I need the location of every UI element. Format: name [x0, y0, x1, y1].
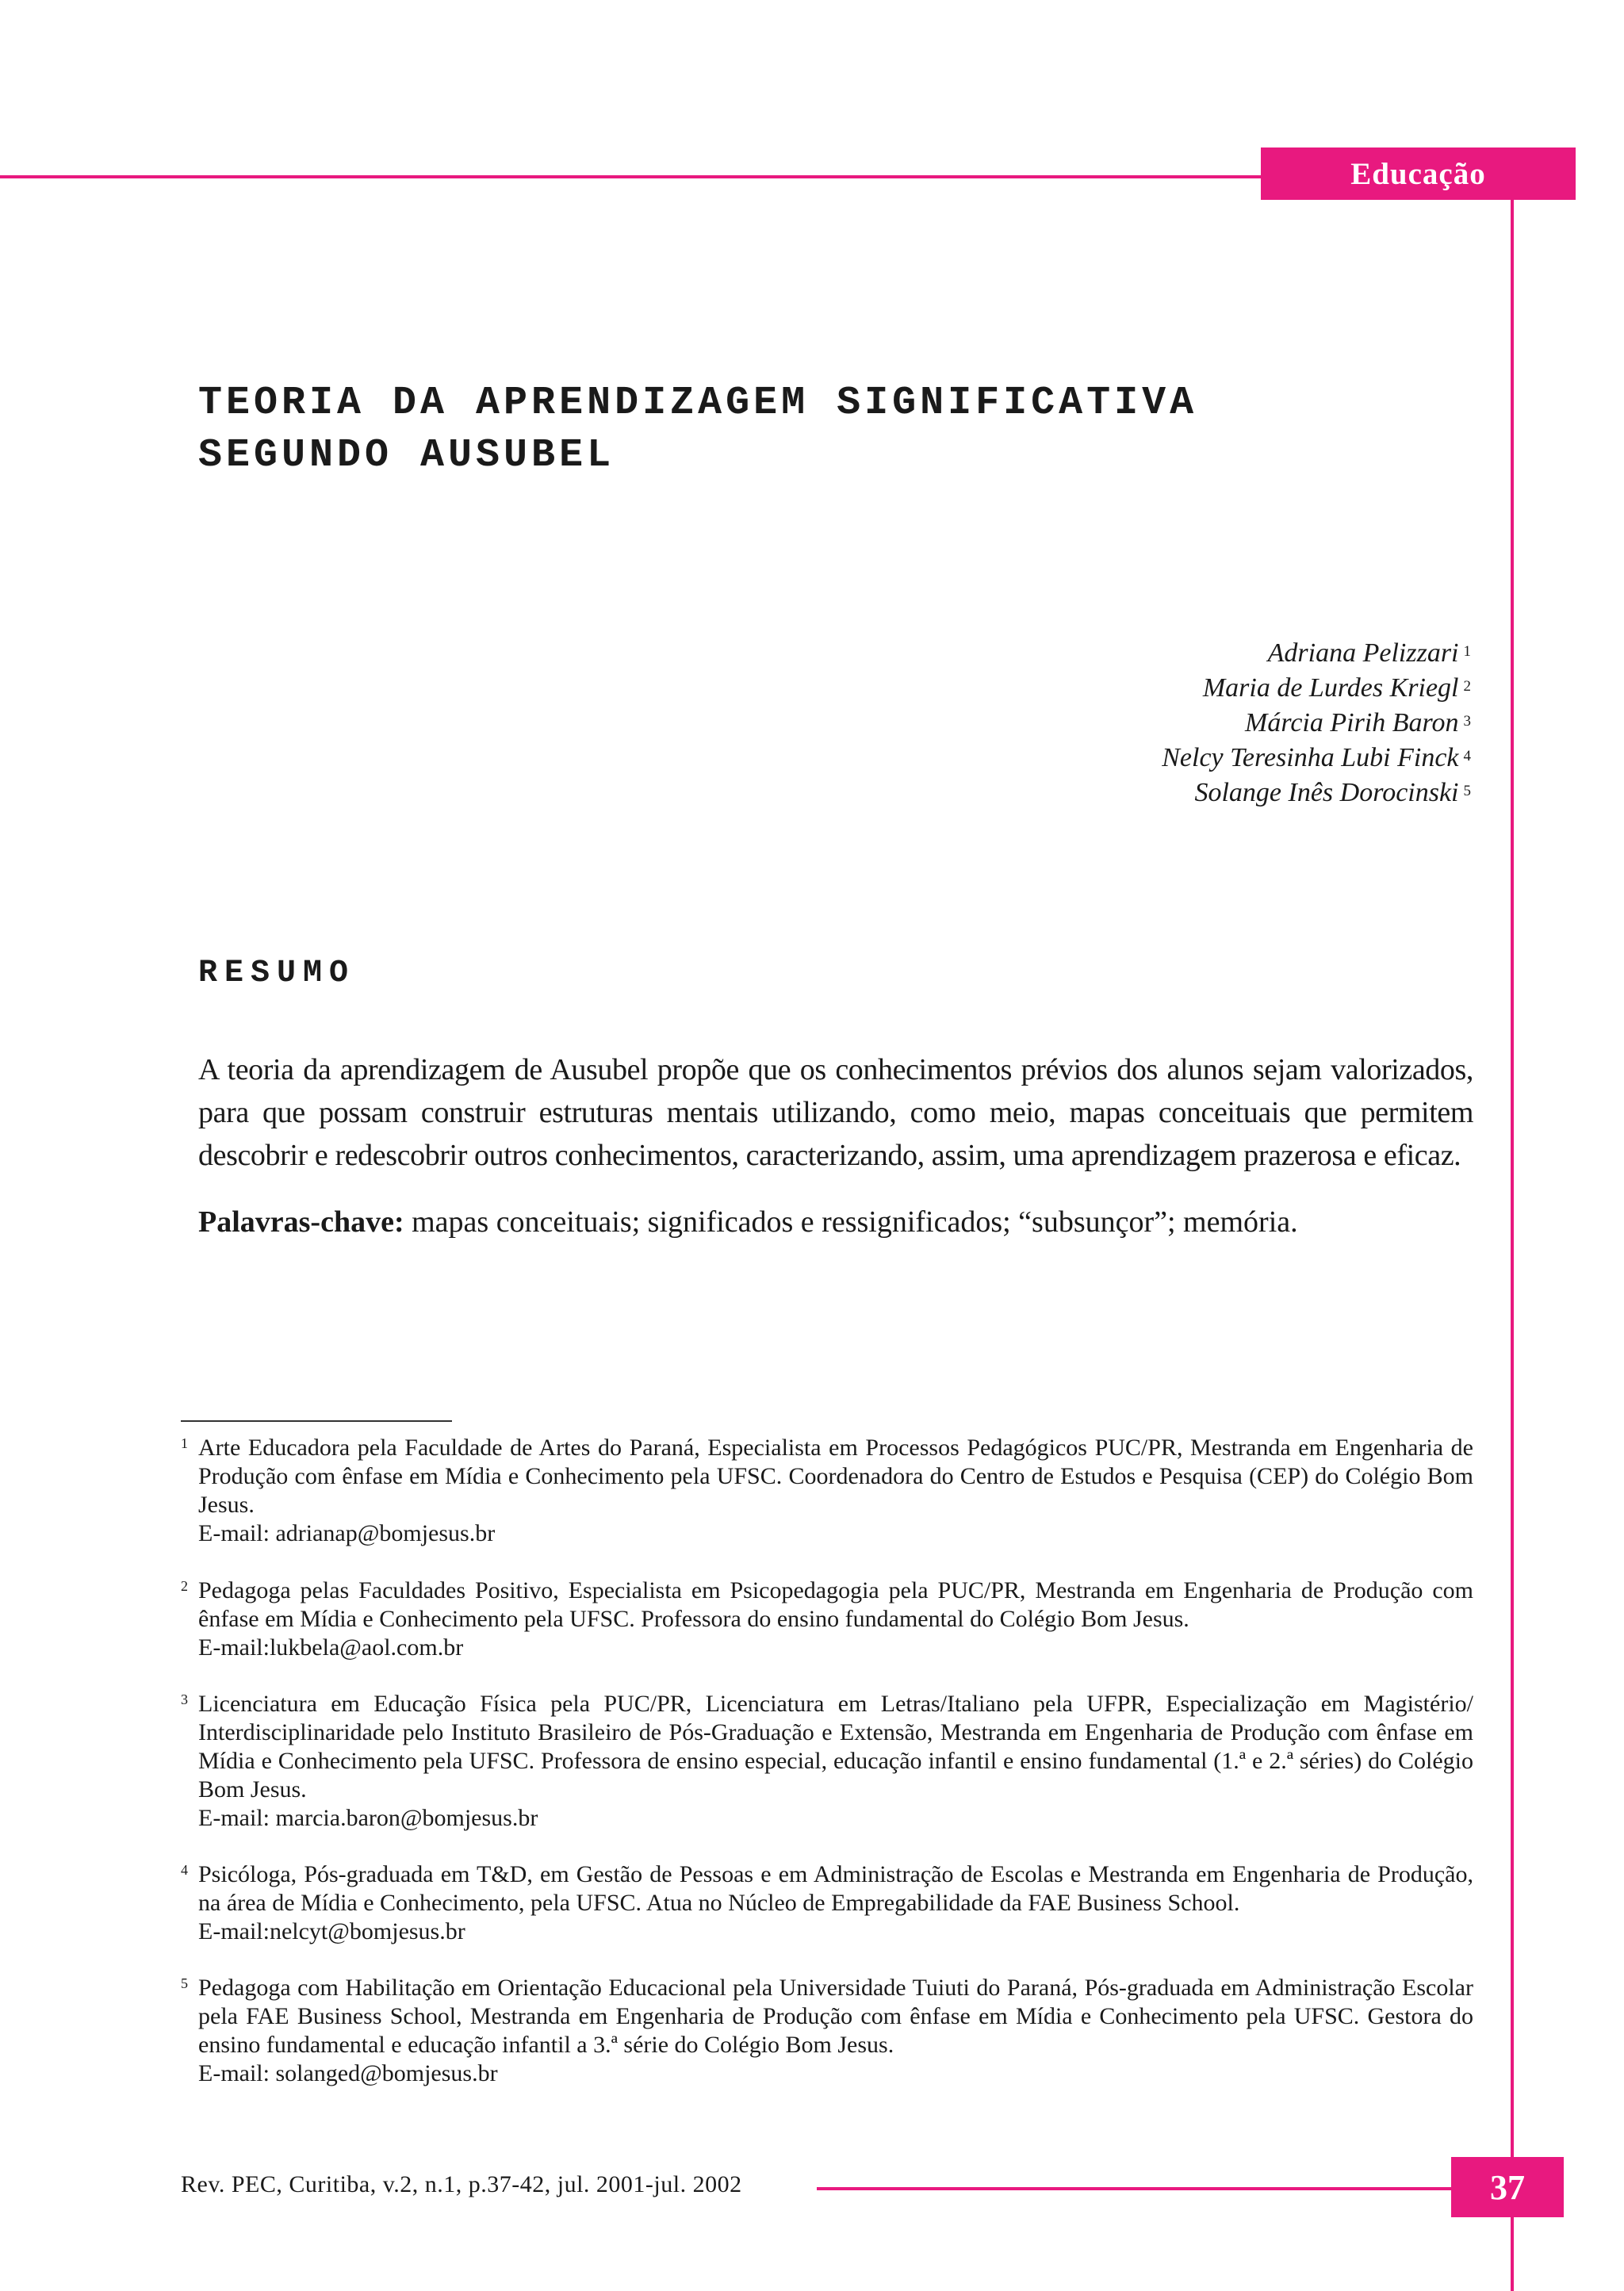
keywords-label: Palavras-chave: — [198, 1205, 404, 1239]
footnote-email: E-mail: marcia.baron@bomjesus.br — [198, 1805, 538, 1831]
keywords-list: mapas conceituais; significados e ressignificados; “subsunçor”; memória. — [412, 1205, 1298, 1239]
author-ref: 5 — [1463, 783, 1471, 799]
footnote-text: Pedagoga pelas Faculdades Positivo, Especialista em Psicopedagogia pela PUC/PR, Mestranda em Engenharia de Produção com ênfase em Mídia e Conhecimento pela UFSC. Professora do ensino fundamental do Colégio Bom Jesus. — [198, 1577, 1473, 1632]
footnote-email: E-mail:lukbela@aol.com.br — [198, 1634, 464, 1661]
author-name: Nelcy Teresinha Lubi Finck — [1162, 743, 1459, 772]
footnote-email: E-mail: adrianap@bomjesus.br — [198, 1520, 496, 1546]
author-name: Maria de Lurdes Kriegl — [1202, 673, 1459, 703]
article-title — [198, 377, 1197, 482]
author-name: Solange Inês Dorocinski — [1194, 778, 1459, 807]
footnote-text: Licenciatura em Educação Física pela PUC/PR, Licenciatura em Letras/Italiano pela UFPR, Especialização em Magistério/ Interdisciplinaridade pelo Instituto Brasileiro de Pós-Graduação e Extensão, Mestranda em Engenharia de Produção com ênfase em Mídia e Conhecimento pela UFSC. Professora de ensino especial, educação infantil e ensino fundamental (1.ª e 2.ª séries) do Colégio Bom Jesus. — [198, 1691, 1473, 1803]
footnote-separator — [181, 1420, 452, 1422]
section-tab: Educação — [1261, 147, 1576, 200]
footnote-3 — [181, 1690, 1473, 1833]
abstract-heading: RESUMO — [198, 956, 356, 991]
title-line-2: SEGUNDO AUSUBEL — [198, 433, 615, 478]
abstract-text: A teoria da aprendizagem de Ausubel propõe que os conhecimentos prévios dos alunos sejam valorizados, para que possam construir estruturas mentais utilizando, como meio, mapas conceituais que permitem descobrir e redescobrir outros conhecimentos, caracterizando, assim, uma aprendizagem prazerosa e eficaz. — [198, 1053, 1473, 1172]
author-ref: 4 — [1463, 748, 1471, 764]
footnote-4 — [181, 1860, 1473, 1946]
author — [1162, 741, 1471, 776]
footnote-email: E-mail: solanged@bomjesus.br — [198, 2060, 498, 2086]
footnote-mark: 5 — [181, 1975, 188, 1991]
author — [1162, 671, 1471, 706]
footnote-text: Psicóloga, Pós-graduada em T&D, em Gestão de Pessoas e em Administração de Escolas e Mestranda em Engenharia de Produção, na área de Mídia e Conhecimento, pela UFSC. Atua no Núcleo de Empregabilidade da FAE Business School. — [198, 1861, 1473, 1916]
footnote-1 — [181, 1434, 1473, 1548]
margin-rule — [1511, 200, 1514, 2291]
footnote-text: Arte Educadora pela Faculdade de Artes do Paraná, Especialista em Processos Pedagógicos PUC/PR, Mestranda em Engenharia de Produção com ênfase em Mídia e Conhecimento pela UFSC. Coordenadora do Centro de Estudos e Pesquisa (CEP) do Colégio Bom Jesus. — [198, 1435, 1473, 1518]
author-list — [1162, 636, 1471, 810]
author-name: Adriana Pelizzari — [1267, 638, 1459, 668]
author-ref: 2 — [1463, 678, 1471, 695]
footnote-email: E-mail:nelcyt@bomjesus.br — [198, 1918, 465, 1944]
author-ref: 3 — [1463, 713, 1471, 730]
keywords — [198, 1201, 1473, 1243]
footnote-2 — [181, 1576, 1473, 1662]
title-line-1: TEORIA DA APRENDIZAGEM SIGNIFICATIVA — [198, 381, 1198, 426]
footnote-mark: 2 — [181, 1578, 188, 1594]
footnote-mark: 1 — [181, 1435, 188, 1451]
footnote-mark: 3 — [181, 1691, 188, 1707]
author — [1162, 706, 1471, 741]
author — [1162, 636, 1471, 671]
journal-citation: Rev. PEC, Curitiba, v.2, n.1, p.37-42, jul. 2001-jul. 2002 — [181, 2171, 742, 2197]
footnote-5 — [181, 1974, 1473, 2088]
footer-rule — [817, 2187, 1451, 2190]
page-number: 37 — [1451, 2157, 1564, 2217]
header-rule — [0, 175, 1261, 178]
author — [1162, 776, 1471, 810]
author-ref: 1 — [1463, 643, 1471, 660]
footnote-mark: 4 — [181, 1862, 188, 1878]
author-name: Márcia Pirih Baron — [1245, 708, 1459, 737]
footnote-text: Pedagoga com Habilitação em Orientação Educacional pela Universidade Tuiuti do Paraná, Pós-graduada em Administração Escolar pela FAE Business School, Mestranda em Engenharia de Produção com ênfase em Mídia e Conhecimento pela UFSC. Gestora do ensino fundamental e educação infantil a 3.ª série do Colégio Bom Jesus. — [198, 1975, 1473, 2058]
